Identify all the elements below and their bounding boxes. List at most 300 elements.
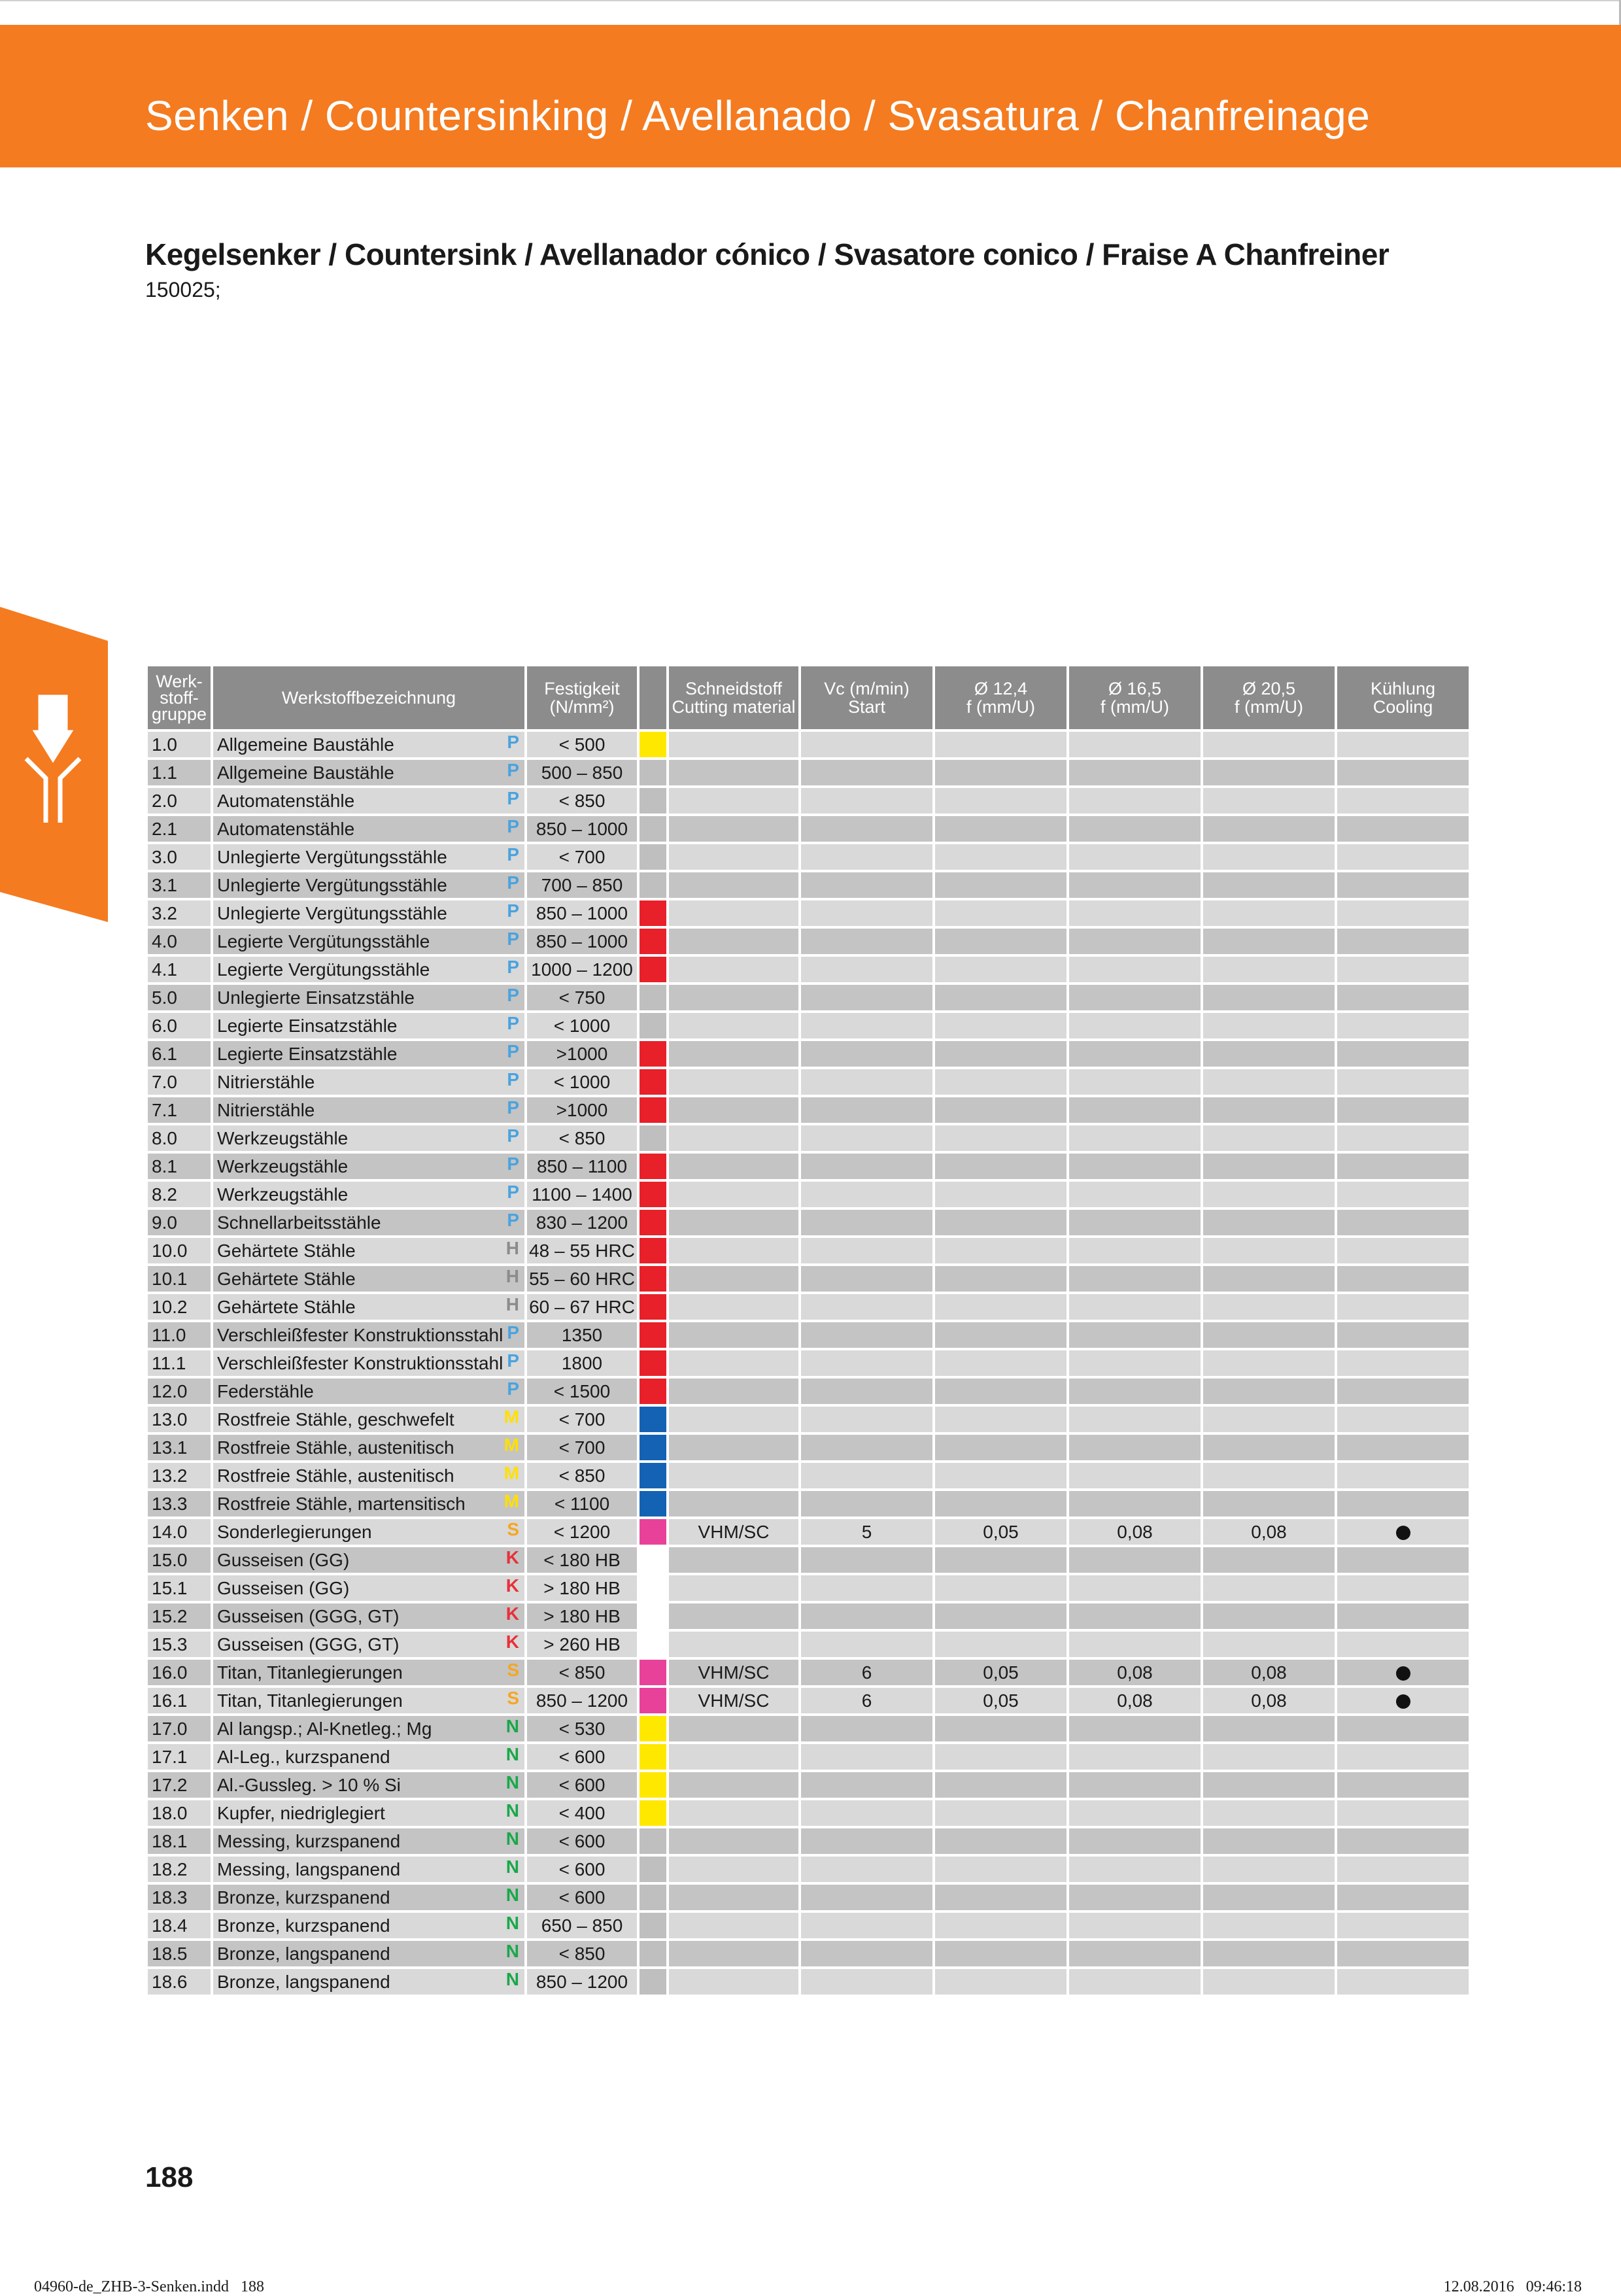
material-name: Legierte Einsatzstähle	[217, 1015, 398, 1036]
material-name: Bronze, kurzspanend	[217, 1915, 390, 1936]
swatch-gray	[640, 1885, 666, 1910]
cooling-cell	[1337, 760, 1469, 785]
strength-cell: < 850	[527, 1660, 637, 1685]
iso-material-class-badge: N	[505, 1716, 519, 1736]
cutting-material-cell	[669, 1125, 798, 1151]
swatch-red	[640, 1069, 666, 1095]
material-name: Bronze, langspanend	[217, 1971, 390, 1992]
material-color-swatch	[640, 1407, 666, 1432]
material-group-cell: 10.1	[148, 1266, 211, 1292]
cutting-material-cell	[669, 1744, 798, 1770]
swatch-yellow	[640, 1800, 666, 1826]
cutting-material-cell: VHM/SC	[669, 1519, 798, 1545]
table-row	[148, 1238, 1469, 1263]
iso-material-class-badge: P	[507, 1154, 519, 1174]
feed-d12-cell	[935, 1491, 1066, 1516]
swatch-gray	[640, 844, 666, 870]
table-row	[148, 844, 1469, 870]
strength-cell: 60 – 67 HRC	[527, 1294, 637, 1320]
feed-d20-cell	[1203, 1632, 1335, 1657]
iso-material-class-badge: P	[507, 1125, 519, 1146]
material-name-cell	[213, 1716, 524, 1741]
strength-cell: < 600	[527, 1857, 637, 1882]
table-row	[148, 760, 1469, 785]
cutting-speed-cell: 6	[801, 1688, 932, 1713]
feed-d16-cell	[1069, 1632, 1201, 1657]
material-name: Messing, langspanend	[217, 1859, 401, 1879]
material-name-cell	[213, 1519, 524, 1545]
feed-d20-cell	[1203, 985, 1335, 1010]
feed-d16-cell	[1069, 732, 1201, 757]
material-name: Legierte Einsatzstähle	[217, 1043, 398, 1064]
iso-material-class-badge: P	[507, 844, 519, 865]
cutting-material-cell	[669, 957, 798, 982]
swatch-yellow	[640, 1772, 666, 1798]
cutting-material-cell: VHM/SC	[669, 1688, 798, 1713]
cutting-material-cell	[669, 1547, 798, 1573]
cutting-speed-cell	[801, 1603, 932, 1629]
feed-d16-cell	[1069, 1575, 1201, 1601]
feed-d20-cell	[1203, 1266, 1335, 1292]
material-color-swatch	[640, 1828, 666, 1854]
iso-material-class-badge: P	[507, 1097, 519, 1118]
material-group-cell: 7.0	[148, 1069, 211, 1095]
iso-material-class-badge: H	[505, 1238, 519, 1258]
iso-material-class-badge: M	[503, 1407, 519, 1427]
feed-d12-cell: 0,05	[935, 1688, 1066, 1713]
cutting-speed-cell	[801, 1266, 932, 1292]
material-group-cell: 15.0	[148, 1547, 211, 1573]
feed-d20-cell	[1203, 1154, 1335, 1179]
material-group-cell: 18.0	[148, 1800, 211, 1826]
material-color-swatch	[640, 732, 666, 757]
material-name: Messing, kurzspanend	[217, 1830, 401, 1851]
cutting-material-cell	[669, 985, 798, 1010]
feed-d12-cell	[935, 1969, 1066, 1995]
feed-d16-cell	[1069, 1013, 1201, 1038]
feed-d12-cell	[935, 1547, 1066, 1573]
swatch-yellow	[640, 732, 666, 757]
strength-cell: 700 – 850	[527, 872, 637, 898]
header-d16: Ø 16,5 f (mm/U)	[1069, 666, 1201, 729]
iso-material-class-badge: N	[505, 1800, 519, 1821]
material-group-cell: 18.4	[148, 1913, 211, 1938]
feed-d16-cell	[1069, 1322, 1201, 1348]
material-color-swatch	[640, 1744, 666, 1770]
feed-d16-cell	[1069, 872, 1201, 898]
feed-d20-cell	[1203, 1969, 1335, 1995]
material-color-swatch	[640, 1294, 666, 1320]
strength-cell: < 850	[527, 1941, 637, 1966]
cooling-cell	[1337, 1828, 1469, 1854]
cutting-speed-cell	[801, 1547, 932, 1573]
cooling-cell	[1337, 1688, 1469, 1713]
material-color-swatch	[640, 957, 666, 982]
cooling-cell	[1337, 1407, 1469, 1432]
material-color-swatch	[640, 1069, 666, 1095]
cooling-cell	[1337, 1322, 1469, 1348]
cutting-material-cell	[669, 929, 798, 954]
material-color-swatch	[640, 1716, 666, 1741]
header-cooling: Kühlung Cooling	[1337, 666, 1469, 729]
feed-d12-cell	[935, 1069, 1066, 1095]
feed-d20-cell	[1203, 760, 1335, 785]
material-name-cell	[213, 957, 524, 982]
cutting-material-cell	[669, 1210, 798, 1235]
material-group-cell: 18.3	[148, 1885, 211, 1910]
material-name-cell	[213, 1125, 524, 1151]
feed-d20-cell	[1203, 1772, 1335, 1798]
swatch-gray	[640, 1828, 666, 1854]
iso-material-class-badge: K	[505, 1575, 519, 1596]
feed-d12-cell	[935, 732, 1066, 757]
feed-d20-cell	[1203, 1857, 1335, 1882]
material-group-cell: 1.1	[148, 760, 211, 785]
cutting-material-cell	[669, 1041, 798, 1067]
feed-d12-cell	[935, 1210, 1066, 1235]
strength-cell: < 1000	[527, 1069, 637, 1095]
material-group-cell: 5.0	[148, 985, 211, 1010]
material-color-swatch	[640, 788, 666, 814]
strength-cell: > 180 HB	[527, 1575, 637, 1601]
material-group-cell: 17.2	[148, 1772, 211, 1798]
feed-d12-cell	[935, 1772, 1066, 1798]
material-name: Rostfreie Stähle, martensitisch	[217, 1493, 466, 1514]
table-row	[148, 1885, 1469, 1910]
feed-d20-cell	[1203, 1097, 1335, 1123]
material-name-cell	[213, 1744, 524, 1770]
iso-material-class-badge: S	[507, 1688, 519, 1708]
swatch-red	[640, 900, 666, 926]
material-group-cell: 3.2	[148, 900, 211, 926]
material-color-swatch	[640, 816, 666, 842]
feed-d20-cell	[1203, 1013, 1335, 1038]
cutting-material-cell	[669, 1294, 798, 1320]
feed-d12-cell	[935, 1941, 1066, 1966]
feed-d12-cell	[935, 1716, 1066, 1741]
material-name-cell	[213, 1097, 524, 1123]
feed-d16-cell	[1069, 1716, 1201, 1741]
feed-d12-cell	[935, 872, 1066, 898]
table-row	[148, 1013, 1469, 1038]
feed-d20-cell	[1203, 1379, 1335, 1404]
material-color-swatch	[640, 1379, 666, 1404]
strength-cell: > 260 HB	[527, 1632, 637, 1657]
feed-d20-cell	[1203, 1575, 1335, 1601]
iso-material-class-badge: P	[507, 732, 519, 752]
swatch-gray	[640, 1857, 666, 1882]
feed-d20-cell	[1203, 1407, 1335, 1432]
feed-d16-cell	[1069, 1941, 1201, 1966]
feed-d20-cell	[1203, 1828, 1335, 1854]
cutting-speed-cell	[801, 1857, 932, 1882]
feed-d12-cell	[935, 1294, 1066, 1320]
cooling-cell	[1337, 929, 1469, 954]
material-name: Allgemeine Baustähle	[217, 762, 394, 783]
material-name: Nitrierstähle	[217, 1099, 315, 1120]
material-color-swatch	[640, 1632, 666, 1657]
material-color-swatch	[640, 929, 666, 954]
cooling-cell	[1337, 1857, 1469, 1882]
material-name: Legierte Vergütungsstähle	[217, 959, 430, 980]
feed-d12-cell	[935, 1379, 1066, 1404]
cutting-material-cell	[669, 1969, 798, 1995]
material-group-cell: 15.1	[148, 1575, 211, 1601]
feed-d20-cell	[1203, 844, 1335, 870]
table-row	[148, 1435, 1469, 1460]
feed-d16-cell	[1069, 1603, 1201, 1629]
cutting-speed-cell	[801, 816, 932, 842]
swatch-red	[640, 1154, 666, 1179]
iso-material-class-badge: N	[505, 1885, 519, 1905]
table-row	[148, 1210, 1469, 1235]
material-name: Werkzeugstähle	[217, 1156, 349, 1176]
material-group-cell: 3.1	[148, 872, 211, 898]
feed-d12-cell	[935, 1125, 1066, 1151]
material-name: Gusseisen (GG)	[217, 1549, 350, 1570]
feed-d20-cell	[1203, 1182, 1335, 1207]
feed-d12-cell	[935, 844, 1066, 870]
strength-cell: < 850	[527, 1125, 637, 1151]
cutting-material-cell	[669, 1716, 798, 1741]
material-group-cell: 8.2	[148, 1182, 211, 1207]
iso-material-class-badge: H	[505, 1266, 519, 1286]
table-row	[148, 957, 1469, 982]
strength-cell: 1800	[527, 1350, 637, 1376]
iso-material-class-badge: N	[505, 1941, 519, 1961]
cutting-material-cell	[669, 1575, 798, 1601]
iso-material-class-badge: P	[507, 900, 519, 921]
feed-d20-cell	[1203, 1716, 1335, 1741]
cooling-cell	[1337, 1716, 1469, 1741]
strength-cell: < 400	[527, 1800, 637, 1826]
feed-d12-cell: 0,05	[935, 1519, 1066, 1545]
strength-cell: 55 – 60 HRC	[527, 1266, 637, 1292]
material-group-cell: 13.1	[148, 1435, 211, 1460]
print-file-info: 04960-de_ZHB-3-Senken.indd 188	[34, 2278, 264, 2295]
strength-cell: < 600	[527, 1744, 637, 1770]
swatch-red	[640, 1266, 666, 1292]
cooling-cell	[1337, 1913, 1469, 1938]
material-group-cell: 14.0	[148, 1519, 211, 1545]
feed-d12-cell	[935, 1744, 1066, 1770]
strength-cell: < 850	[527, 1463, 637, 1488]
material-name-cell	[213, 1632, 524, 1657]
cooling-cell	[1337, 1182, 1469, 1207]
swatch-gray	[640, 872, 666, 898]
cutting-material-cell	[669, 1322, 798, 1348]
cutting-material-cell	[669, 1772, 798, 1798]
material-name-cell	[213, 788, 524, 814]
swatch-gray	[640, 760, 666, 785]
feed-d20-cell	[1203, 1547, 1335, 1573]
cutting-speed-cell	[801, 732, 932, 757]
iso-material-class-badge: P	[507, 1350, 519, 1371]
cooling-cell	[1337, 1744, 1469, 1770]
material-name-cell	[213, 1407, 524, 1432]
cutting-speed-cell	[801, 1744, 932, 1770]
feed-d20-cell	[1203, 1322, 1335, 1348]
material-name: Gusseisen (GGG, GT)	[217, 1605, 400, 1626]
material-color-swatch	[640, 1182, 666, 1207]
cutting-speed-cell	[801, 1772, 932, 1798]
cutting-material-cell	[669, 1069, 798, 1095]
feed-d20-cell	[1203, 1435, 1335, 1460]
material-name-cell	[213, 1041, 524, 1067]
iso-material-class-badge: P	[507, 929, 519, 949]
material-name-cell	[213, 1013, 524, 1038]
iso-material-class-badge: P	[507, 1069, 519, 1089]
feed-d12-cell	[935, 1435, 1066, 1460]
table-row	[148, 1294, 1469, 1320]
table-row	[148, 1800, 1469, 1826]
table-row	[148, 1969, 1469, 1995]
material-name: Al.-Gussleg. > 10 % Si	[217, 1774, 401, 1795]
cutting-speed-cell	[801, 1575, 932, 1601]
feed-d20-cell	[1203, 1069, 1335, 1095]
iso-material-class-badge: N	[505, 1969, 519, 1989]
material-color-swatch	[640, 1238, 666, 1263]
material-color-swatch	[640, 1941, 666, 1966]
material-color-swatch	[640, 1013, 666, 1038]
table-row	[148, 1632, 1469, 1657]
feed-d12-cell	[935, 760, 1066, 785]
cutting-material-cell	[669, 1013, 798, 1038]
material-name: Werkzeugstähle	[217, 1127, 349, 1148]
table-row	[148, 1744, 1469, 1770]
cooling-cell	[1337, 1294, 1469, 1320]
cutting-speed-cell: 5	[801, 1519, 932, 1545]
iso-material-class-badge: N	[505, 1772, 519, 1792]
material-group-cell: 4.0	[148, 929, 211, 954]
material-color-swatch	[640, 1041, 666, 1067]
cutting-speed-cell	[801, 1069, 932, 1095]
feed-d16-cell	[1069, 1744, 1201, 1770]
feed-d12-cell	[935, 1575, 1066, 1601]
material-color-swatch	[640, 844, 666, 870]
cooling-cell	[1337, 1435, 1469, 1460]
table-row	[148, 816, 1469, 842]
cutting-material-cell	[669, 760, 798, 785]
cooling-cell	[1337, 844, 1469, 870]
swatch-gray	[640, 1969, 666, 1995]
material-name: Sonderlegierungen	[217, 1521, 372, 1542]
feed-d20-cell	[1203, 788, 1335, 814]
material-color-swatch	[640, 1575, 666, 1601]
cutting-speed-cell	[801, 1632, 932, 1657]
cutting-material-cell	[669, 1632, 798, 1657]
feed-d16-cell	[1069, 957, 1201, 982]
material-name-cell	[213, 985, 524, 1010]
strength-cell: 850 – 1000	[527, 900, 637, 926]
material-name-cell	[213, 1772, 524, 1798]
print-timestamp: 12.08.2016 09:46:18	[1443, 2278, 1582, 2295]
cooling-cell	[1337, 1800, 1469, 1826]
material-name-cell	[213, 1210, 524, 1235]
cooling-cell	[1337, 1069, 1469, 1095]
feed-d16-cell	[1069, 1350, 1201, 1376]
cutting-speed-cell	[801, 1941, 932, 1966]
feed-d12-cell	[935, 1350, 1066, 1376]
swatch-gray	[640, 816, 666, 842]
feed-d20-cell	[1203, 732, 1335, 757]
cooling-cell	[1337, 1154, 1469, 1179]
feed-d16-cell	[1069, 1182, 1201, 1207]
cooling-cell	[1337, 1632, 1469, 1657]
material-name-cell	[213, 1182, 524, 1207]
material-color-swatch	[640, 1154, 666, 1179]
swatch-pink	[640, 1660, 666, 1685]
cutting-speed-cell	[801, 788, 932, 814]
cutting-speed-cell	[801, 1913, 932, 1938]
material-name: Al-Leg., kurzspanend	[217, 1746, 390, 1767]
material-name: Gusseisen (GG)	[217, 1577, 350, 1598]
material-color-swatch	[640, 1547, 666, 1573]
cooling-cell	[1337, 1013, 1469, 1038]
cutting-speed-cell	[801, 1154, 932, 1179]
feed-d16-cell	[1069, 929, 1201, 954]
feed-d12-cell	[935, 929, 1066, 954]
feed-d16-cell	[1069, 1772, 1201, 1798]
swatch-blue	[640, 1491, 666, 1516]
table-row	[148, 1941, 1469, 1966]
swatch-red	[640, 1350, 666, 1376]
feed-d16-cell	[1069, 1969, 1201, 1995]
feed-d16-cell	[1069, 1800, 1201, 1826]
cooling-cell	[1337, 1603, 1469, 1629]
material-name-cell	[213, 760, 524, 785]
material-name-cell	[213, 732, 524, 757]
material-name-cell	[213, 1885, 524, 1910]
table-row	[148, 1041, 1469, 1067]
feed-d12-cell	[935, 1463, 1066, 1488]
iso-material-class-badge: K	[505, 1603, 519, 1624]
feed-d20-cell	[1203, 1350, 1335, 1376]
material-name: Unlegierte Vergütungsstähle	[217, 902, 447, 923]
material-group-cell: 4.1	[148, 957, 211, 982]
cutting-material-cell	[669, 1097, 798, 1123]
cutting-speed-cell	[801, 985, 932, 1010]
material-group-cell: 2.0	[148, 788, 211, 814]
table-row	[148, 1266, 1469, 1292]
material-name: Al langsp.; Al-Knetleg.; Mg	[217, 1718, 432, 1739]
strength-cell: < 1000	[527, 1013, 637, 1038]
material-group-cell: 13.2	[148, 1463, 211, 1488]
header-swatch	[640, 666, 666, 729]
table-row	[148, 872, 1469, 898]
feed-d12-cell	[935, 1913, 1066, 1938]
strength-cell: 850 – 1000	[527, 929, 637, 954]
feed-d16-cell	[1069, 1913, 1201, 1938]
strength-cell: 500 – 850	[527, 760, 637, 785]
cutting-speed-cell	[801, 900, 932, 926]
material-name-cell	[213, 1575, 524, 1601]
cutting-speed-cell: 6	[801, 1660, 932, 1685]
cutting-material-cell: VHM/SC	[669, 1660, 798, 1685]
feed-d16-cell	[1069, 760, 1201, 785]
header-d20: Ø 20,5 f (mm/U)	[1203, 666, 1335, 729]
cooling-cell	[1337, 1519, 1469, 1545]
iso-material-class-badge: P	[507, 985, 519, 1005]
feed-d16-cell	[1069, 1463, 1201, 1488]
material-name-cell	[213, 1322, 524, 1348]
material-name-cell	[213, 1294, 524, 1320]
iso-material-class-badge: P	[507, 788, 519, 808]
table-row	[148, 1913, 1469, 1938]
cutting-speed-cell	[801, 1182, 932, 1207]
feed-d20-cell	[1203, 1491, 1335, 1516]
material-name: Kupfer, niedriglegiert	[217, 1802, 385, 1823]
